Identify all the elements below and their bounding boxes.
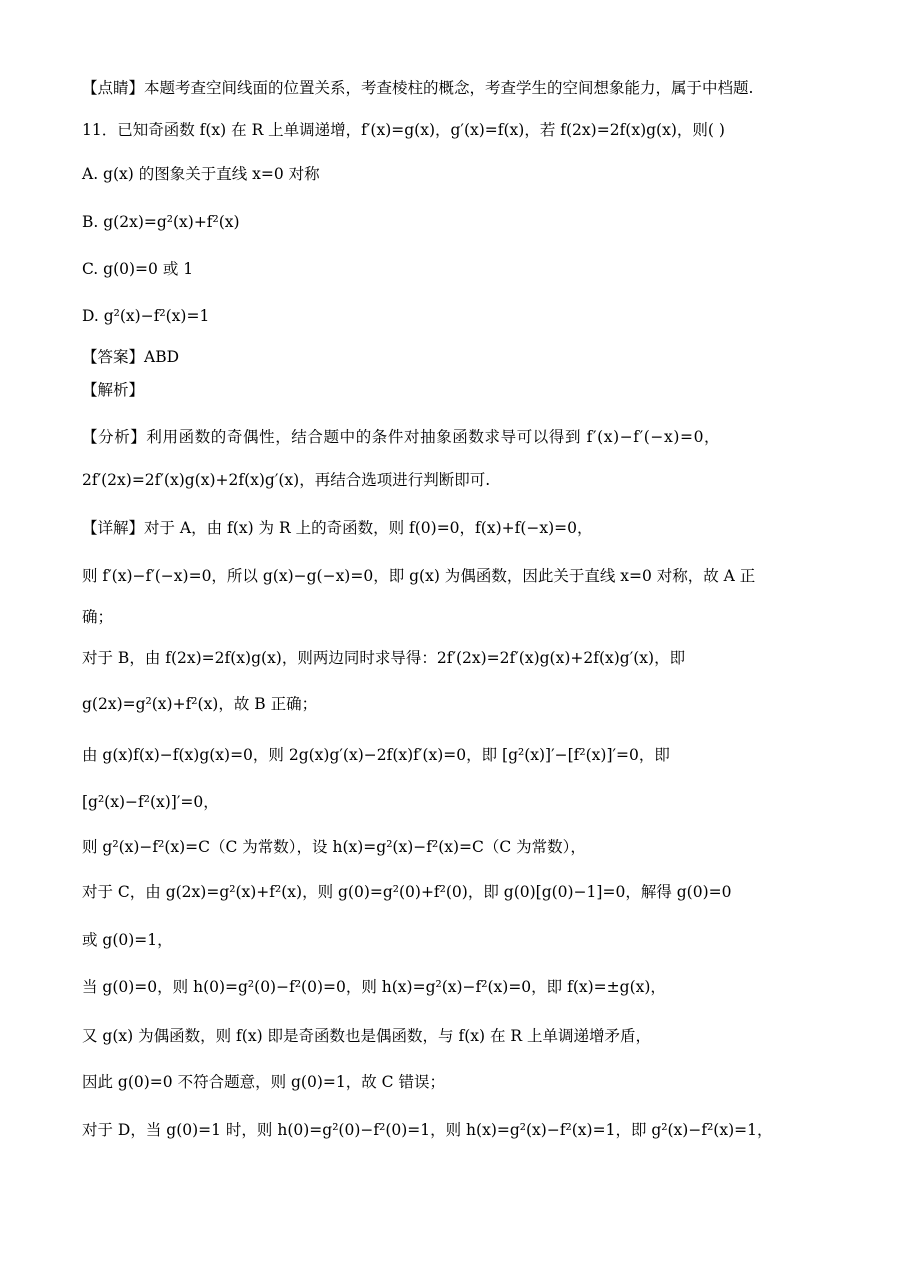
option-c: C. g(0)=0 或 1 (82, 260, 194, 278)
detail-text: 又 g(x) 为偶函数，则 f(x) 即是奇函数也是偶函数，与 f(x) 在 R 上单调递增矛盾， (82, 1027, 651, 1045)
analysis-text: 【分析】利用函数的奇偶性，结合题中的条件对抽象函数求导可以得到 f′(x)−f′(−x)=0， (82, 428, 721, 446)
detail-text: 对于 B，由 f(2x)=2f(x)g(x)，则两边同时求导得：2f′(2x)=2f′(x)g(x)+2f(x)g′(x)，即 (82, 649, 686, 667)
detail-text: 对于 C，由 g(2x)=g²(x)+f²(x)，则 g(0)=g²(0)+f²(0)，即 g(0)[g(0)−1]=0，解得 g(0)=0 (82, 883, 732, 901)
detail-text: 【详解】对于 A，由 f(x) 为 R 上的奇函数，则 f(0)=0，f(x)+f(−x)=0， (82, 519, 593, 537)
option-d: D. g²(x)−f²(x)=1 (82, 307, 210, 325)
option-a: A. g(x) 的图象关于直线 x=0 对称 (82, 165, 320, 183)
detail-text: [g²(x)−f²(x)]′=0， (82, 793, 219, 811)
detail-text: 当 g(0)=0，则 h(0)=g²(0)−f²(0)=0，则 h(x)=g²(x)−f²(x)=0，即 f(x)=±g(x)， (82, 978, 666, 996)
detail-text: 则 f′(x)−f′(−x)=0，所以 g(x)−g(−x)=0，即 g(x) 为偶函数，因此关于直线 x=0 对称，故 A 正 (82, 567, 756, 585)
detail-text: g(2x)=g²(x)+f²(x)，故 B 正确； (82, 695, 318, 713)
detail-text: 则 g²(x)−f²(x)=C（C 为常数），设 h(x)=g²(x)−f²(x)=C（C 为常数）， (82, 838, 586, 856)
analysis-heading: 【解析】 (82, 381, 145, 399)
comment-line: 【点睛】本题考查空间线面的位置关系，考查棱柱的概念，考查学生的空间想象能力，属于中档题. (82, 79, 754, 97)
answer-line: 【答案】ABD (82, 348, 180, 366)
detail-text: 确； (82, 608, 114, 626)
analysis-text: 2f′(2x)=2f′(x)g(x)+2f(x)g′(x)，再结合选项进行判断即可. (82, 471, 491, 489)
detail-text: 对于 D，当 g(0)=1 时，则 h(0)=g²(0)−f²(0)=1，则 h(x)=g²(x)−f²(x)=1，即 g²(x)−f²(x)=1， (82, 1121, 773, 1139)
question-stem: 11．已知奇函数 f(x) 在 R 上单调递增，f′(x)=g(x)，g′(x)=f(x)，若 f(2x)=2f(x)g(x)，则( ) (82, 121, 725, 139)
option-b: B. g(2x)=g²(x)+f²(x) (82, 213, 240, 231)
detail-text: 因此 g(0)=0 不符合题意，则 g(0)=1，故 C 错误； (82, 1073, 445, 1091)
detail-text: 或 g(0)=1， (82, 931, 173, 949)
detail-text: 由 g(x)f(x)−f(x)g(x)=0，则 2g(x)g′(x)−2f(x)f′(x)=0，即 [g²(x)]′−[f²(x)]′=0，即 (82, 746, 670, 764)
